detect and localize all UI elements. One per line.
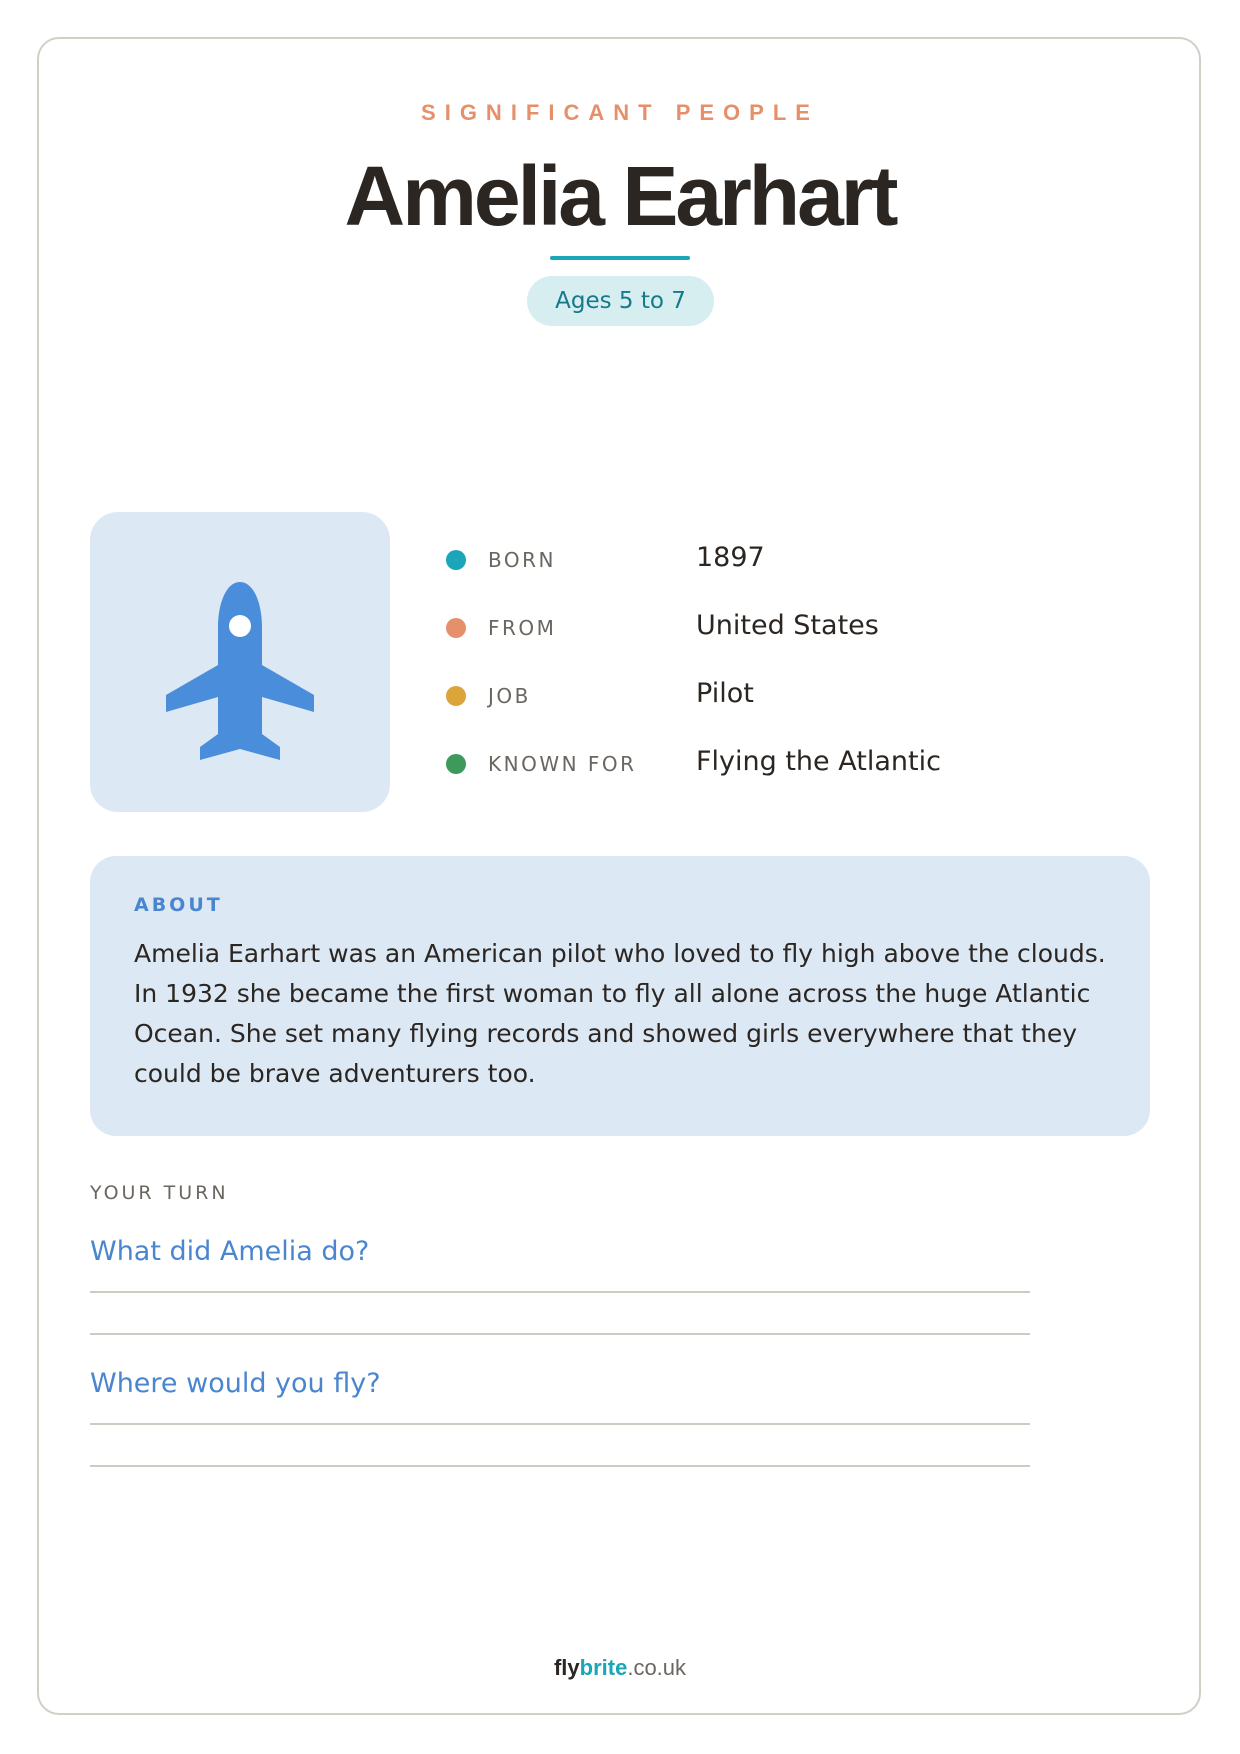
answer-line[interactable] (90, 1333, 1030, 1335)
brand-brite: brite (579, 1655, 628, 1680)
fact-label: FROM (488, 616, 557, 640)
answer-line[interactable] (90, 1465, 1030, 1467)
airplane-icon (90, 512, 390, 812)
fact-value: Flying the Atlantic (696, 746, 941, 777)
fact-value: United States (696, 610, 879, 641)
eyebrow-label: SIGNIFICANT PEOPLE (421, 100, 819, 125)
age-badge: Ages 5 to 7 (527, 276, 714, 326)
answer-line[interactable] (90, 1291, 1030, 1293)
answer-line[interactable] (90, 1423, 1030, 1425)
about-text: Amelia Earhart was an American pilot who loved to fly high above the clouds. In 1932 she became the first woman to fly all alone across the huge Atlantic Ocean. She set many flying records and showed girls everywhere that they could be brave adventurers too. (134, 939, 1106, 1088)
title-divider (550, 256, 690, 260)
page-title: Amelia Earhart (344, 149, 896, 243)
footer-brand (0, 1655, 1240, 1681)
fact-dot (446, 550, 466, 570)
fact-value: Pilot (696, 678, 754, 709)
fact-row-job (440, 662, 1180, 722)
fact-row-known-for (440, 730, 1180, 790)
fact-dot (446, 754, 466, 774)
your-turn-heading: YOUR TURN (90, 1182, 229, 1204)
fact-row-from (440, 594, 1180, 654)
fact-label: JOB (488, 684, 531, 708)
about-box (90, 856, 1150, 1136)
fact-row-born (440, 526, 1180, 586)
fact-dot (446, 686, 466, 706)
icon-card (90, 512, 390, 812)
fact-value: 1897 (696, 542, 765, 573)
fact-label: KNOWN FOR (488, 752, 637, 776)
brand-fly: fly (553, 1655, 580, 1680)
fact-dot (446, 618, 466, 638)
question-1: What did Amelia do? (90, 1236, 370, 1267)
about-heading: ABOUT (134, 894, 223, 916)
brand-tld: .co.uk (627, 1655, 687, 1680)
question-2: Where would you fly? (90, 1368, 381, 1399)
fact-label: BORN (488, 548, 556, 572)
